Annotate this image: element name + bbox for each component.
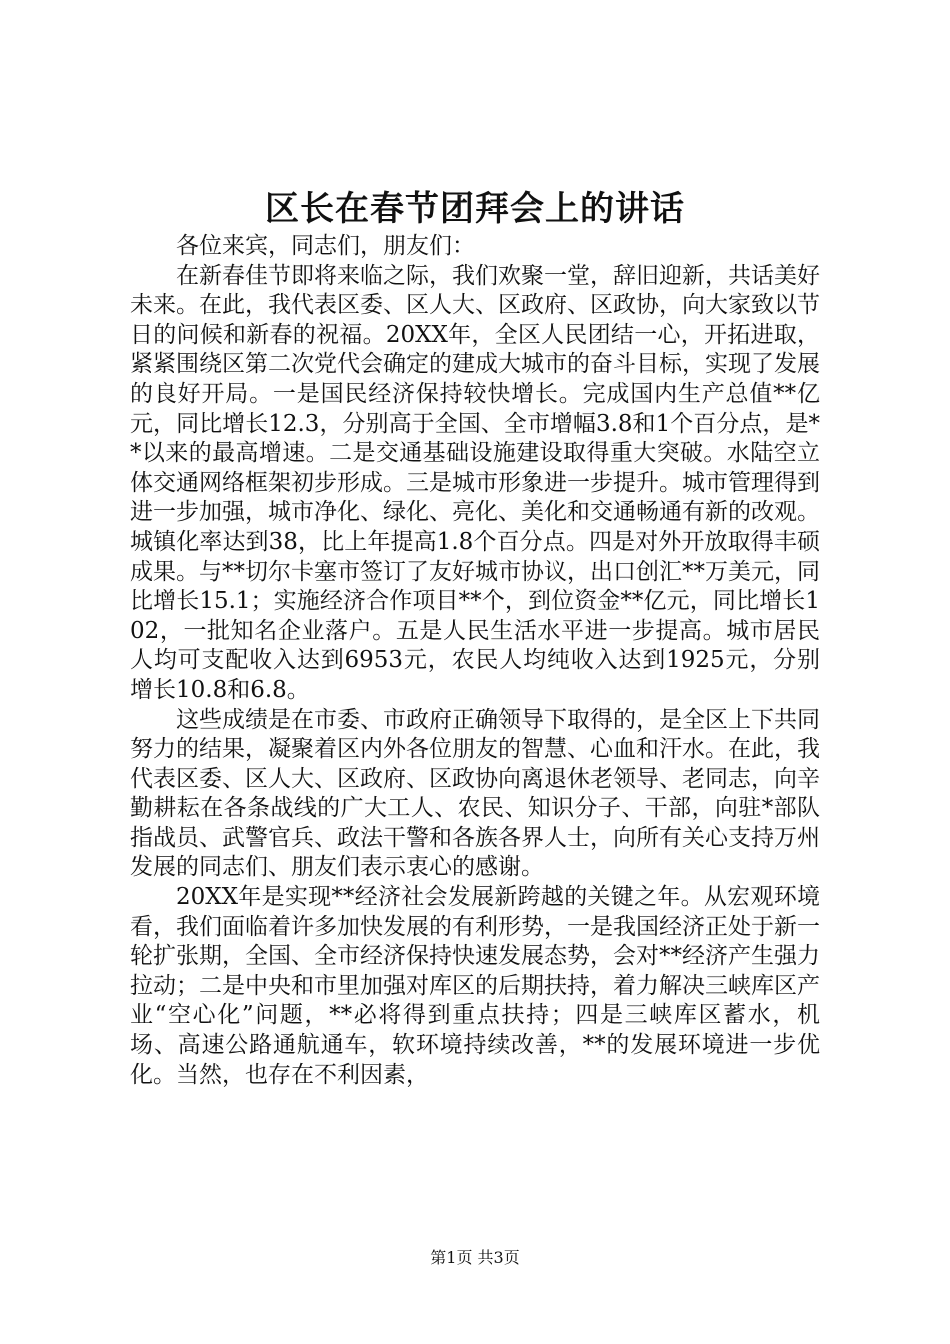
document-title: 区长在春节团拜会上的讲话: [265, 189, 685, 229]
salutation: 各位来宾，同志们，朋友们：: [176, 233, 475, 259]
paragraph-achievements: 在新春佳节即将来临之际，我们欢聚一堂，辞旧迎新，共话美好未来。在此，我代表区委、区人大、区政府、区政协，向大家致以节日的问候和新春的祝福。20XX年，全区人民团结一心，开拓进取，紧紧围绕区第二次党代会确定的建成大城市的奋斗目标，实现了发展的良好开局。一是国民经济保持较快增长。完成国内生产总值**亿元，同比增长12.3，分别高于全国、全市增幅3.8和1个百分点，是**以来的最高增速。二是交通基础设施建设取得重大突破。水陆空立体交通网络框架初步形成。三是城市形象进一步提升。城市管理得到进一步加强，城市净化、绿化、亮化、美化和交通畅通有新的改观。城镇化率达到38，比上年提高1.8个百分点。四是对外开放取得丰硕成果。与**切尔卡塞市签订了友好城市协议，出口创汇**万美元，同比增长15.1；实施经济合作项目**个，到位资金**亿元，同比增长102，一批知名企业落户。五是人民生活水平进一步提高。城市居民人均可支配收入达到6953元，农民人均纯收入达到1925元，分别增长10.8和6.8。: [130, 262, 820, 703]
paragraph-thanks: 这些成绩是在市委、市政府正确领导下取得的，是全区上下共同努力的结果，凝聚着区内外各位朋友的智慧、心血和汗水。在此，我代表区委、区人大、区政府、区政协向离退休老领导、老同志，向辛勤耕耘在各条战线的广大工人、农民、知识分子、干部，向驻*部队指战员、武警官兵、政法干警和各族各界人士，向所有关心支持万州发展的同志们、朋友们表示衷心的感谢。: [130, 706, 820, 881]
document-body: [130, 232, 820, 1090]
paragraph-outlook: 20XX年是实现**经济社会发展新跨越的关键之年。从宏观环境看，我们面临着许多加快发展的有利形势，一是我国经济正处于新一轮扩张期，全国、全市经济保持快速发展态势，会对**经济产生强力拉动；二是中央和市里加强对库区的后期扶持，着力解决三峡库区产业“空心化”问题，**必将得到重点扶持；四是三峡库区蓄水，机场、高速公路通航通车，软环境持续改善，**的发展环境进一步优化。当然，也存在不利因素，: [130, 884, 820, 1088]
page-number: 第1页 共3页: [430, 1248, 520, 1267]
